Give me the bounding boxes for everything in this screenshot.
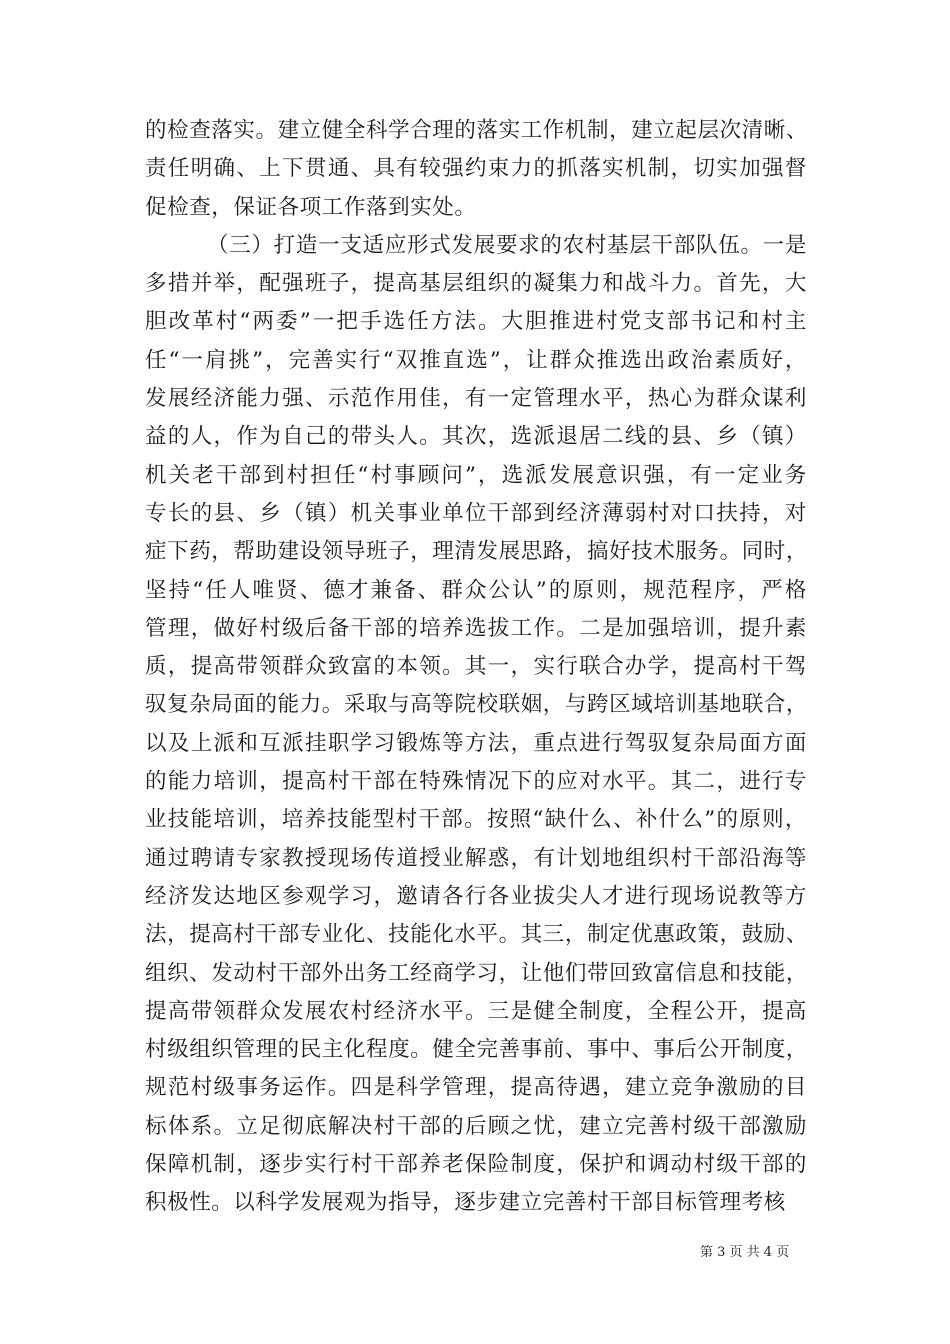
text-line: 经济发达地区参观学习，邀请各行各业拔尖人才进行现场说教等方: [145, 883, 807, 909]
text-line: 提高带领群众发展农村经济水平。三是健全制度，全程公开，提高: [145, 998, 807, 1024]
text-line: 标体系。立足彻底解决村干部的后顾之忧，建立完善村级干部激励: [145, 1113, 807, 1139]
section-heading-line: （三）打造一支适应形式发展要求的农村基层干部队伍。一是: [207, 232, 807, 258]
text-line: 发展经济能力强、示范作用佳，有一定管理水平，热心为群众谋利: [145, 386, 807, 412]
text-line: 业技能培训，培养技能型村干部。按照“缺什么、补什么”的原则，: [145, 807, 807, 833]
text-line: 责任明确、上下贯通、具有较强约束力的抓落实机制，切实加强督: [145, 156, 807, 182]
text-line: 管理，做好村级后备干部的培养选拔工作。二是加强培训，提升素: [145, 615, 807, 641]
text-line: 通过聘请专家教授现场传道授业解惑，有计划地组织村干部沿海等: [145, 845, 807, 871]
text-line: 多措并举，配强班子，提高基层组织的凝集力和战斗力。首先，大: [145, 271, 807, 297]
body-text: [145, 112, 807, 1223]
text-line: 专长的县、乡（镇）机关事业单位干部到经济薄弱村对口扶持，对: [145, 500, 807, 526]
text-line: 保障机制，逐步实行村干部养老保险制度，保护和调动村级干部的: [145, 1152, 807, 1178]
text-line: 的能力培训，提高村干部在特殊情况下的应对水平。其二，进行专: [145, 769, 807, 795]
text-line: 驭复杂局面的能力。采取与高等院校联姻，与跨区域培训基地联合，: [145, 692, 809, 718]
text-line: 益的人，作为自己的带头人。其次，选派退居二线的县、乡（镇）: [145, 424, 807, 450]
text-line: 规范村级事务运作。四是科学管理，提高待遇，建立竞争激励的目: [145, 1075, 807, 1101]
text-line: 以及上派和互派挂职学习锻炼等方法，重点进行驾驭复杂局面方面: [145, 730, 807, 756]
text-line: 法，提高村干部专业化、技能化水平。其三，制定优惠政策，鼓励、: [145, 922, 809, 948]
text-line: 机关老干部到村担任“村事顾问”，选派发展意识强，有一定业务: [145, 462, 807, 488]
text-line: 村级组织管理的民主化程度。健全完善事前、事中、事后公开制度，: [145, 1037, 809, 1063]
text-line: 促检查，保证各项工作落到实处。: [145, 194, 477, 220]
text-line: 的检查落实。建立健全科学合理的落实工作机制，建立起层次清晰、: [145, 118, 809, 143]
text-line: 胆改革村“两委”一把手选任方法。大胆推进村党支部书记和村主: [145, 309, 807, 335]
text-line: 坚持“任人唯贤、德才兼备、群众公认”的原则，规范程序，严格: [145, 577, 807, 603]
page-number-footer: 第 3 页 共 4 页: [700, 1245, 790, 1260]
text-line: 积极性。以科学发展观为指导，逐步建立完善村干部目标管理考核: [145, 1190, 786, 1216]
text-line: 症下药，帮助建设领导班子，理清发展思路，搞好技术服务。同时，: [145, 539, 809, 565]
text-line: 组织、发动村干部外出务工经商学习，让他们带回致富信息和技能，: [145, 960, 809, 986]
text-line: 任“一肩挑”，完善实行“双推直选”，让群众推选出政治素质好，: [145, 347, 807, 373]
text-line: 质，提高带领群众致富的本领。其一，实行联合办学，提高村干驾: [145, 654, 807, 680]
